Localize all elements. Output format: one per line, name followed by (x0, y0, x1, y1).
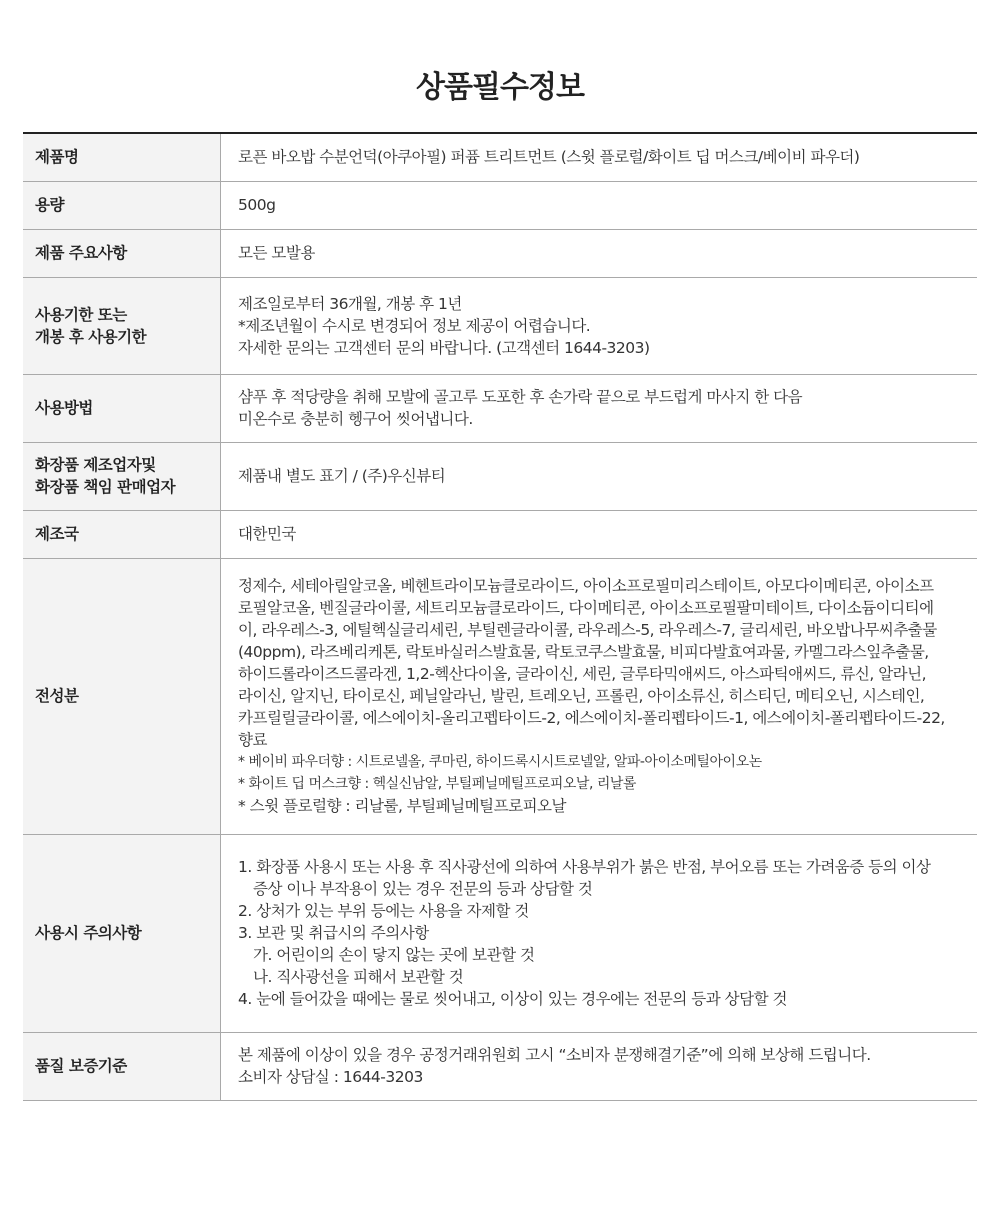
row-value-manufacturer (221, 442, 978, 510)
row-label-country: 제조국 (23, 510, 221, 558)
table-row (23, 834, 977, 1032)
text-line: 로필알코올, 벤질글라이콜, 세트리모늄클로라이드, 다이메티콘, 아이소프로필팔미테이트, 다이소듐이디티에 (238, 599, 934, 617)
text-line: 제조일로부터 36개월, 개봉 후 1년 (238, 294, 462, 313)
text-line: 라이신, 알지닌, 타이로신, 페닐알라닌, 발린, 트레오닌, 프롤린, 아이소류신, 히스티딘, 메티오닌, 시스테인, (238, 687, 925, 705)
label-line: 사용기한 또는 (35, 305, 127, 324)
row-label-usage: 사용방법 (23, 374, 221, 442)
caution-item: 1. 화장품 사용시 또는 사용 후 직사광선에 의하여 사용부위가 붉은 반점, 부어오름 또는 가려움증 등의 이상 (238, 858, 931, 876)
text-line: 대한민국 (238, 525, 296, 543)
text-line: 로픈 바오밥 수분언덕(아쿠아필) 퍼퓸 트리트먼트 (스윗 플로럴/화이트 딥 머스크/베이비 파우더) (238, 148, 860, 167)
table-row (23, 277, 977, 374)
table-row (23, 558, 977, 834)
row-label-main-specs: 제품 주요사항 (23, 229, 221, 277)
row-value-main-specs (221, 229, 978, 277)
row-value-product-name (221, 133, 978, 181)
text-line: 자세한 문의는 고객센터 문의 바랍니다. (고객센터 1644-3203) (238, 338, 650, 357)
text-line: 본 제품에 이상이 있을 경우 공정거래위원회 고시 “소비자 분쟁해결기준”에 의해 보상해 드립니다. (238, 1046, 871, 1064)
row-value-quality (221, 1032, 978, 1100)
row-label-manufacturer (23, 442, 221, 510)
label-line: 화장품 제조업자및 (35, 456, 156, 474)
row-value-ingredients (221, 558, 978, 834)
text-line: 제품내 별도 표기 / (주)우신뷰티 (238, 467, 446, 485)
row-value-cautions (221, 834, 978, 1032)
row-value-usage (221, 374, 978, 442)
row-label-capacity: 용량 (23, 181, 221, 229)
row-label-cautions: 사용시 주의사항 (23, 834, 221, 1032)
label-line: 화장품 책임 판매업자 (35, 478, 176, 496)
table-row (23, 1032, 977, 1100)
text-line: 미온수로 충분히 헹구어 씻어냅니다. (238, 410, 473, 428)
caution-item: 나. 직사광선을 피해서 보관할 것 (253, 968, 464, 986)
row-value-capacity (221, 181, 978, 229)
row-label-ingredients: 전성분 (23, 558, 221, 834)
caution-item: 3. 보관 및 취급시의 주의사항 (238, 924, 429, 942)
text-line: 이, 라우레스-3, 에틸헥실글리세린, 부틸렌글라이콜, 라우레스-5, 라우레스-7, 글리세린, 바오밥나무씨추출물 (238, 621, 937, 639)
row-label-expiry (23, 277, 221, 374)
row-value-country (221, 510, 978, 558)
row-label-quality: 품질 보증기준 (23, 1032, 221, 1100)
table-row (23, 374, 977, 442)
table-row (23, 510, 977, 558)
text-line: 500g (238, 196, 276, 214)
text-line: 샴푸 후 적당량을 취해 모발에 골고루 도포한 후 손가락 끝으로 부드럽게 마사지 한 다음 (238, 388, 803, 406)
table-row (23, 229, 977, 277)
text-line: 카프릴릴글라이콜, 에스에이치-올리고펩타이드-2, 에스에이치-폴리펩타이드-1, 에스에이치-폴리펩타이드-22, (238, 709, 945, 727)
fragrance-note: * 베이비 파우더향 : 시트로넬올, 쿠마린, 하이드록시시트로넬알, 알파-아이소메틸아이오논 (238, 754, 762, 770)
text-line: *제조년월이 수시로 변경되어 정보 제공이 어렵습니다. (238, 316, 591, 335)
text-line: 소비자 상담실 : 1644-3203 (238, 1068, 423, 1086)
text-line: 모든 모발용 (238, 244, 315, 262)
fragrance-note: * 화이트 딥 머스크향 : 헥실신남알, 부틸페닐메틸프로피오날, 리날롤 (238, 776, 636, 792)
text-line: 하이드롤라이즈드콜라겐, 1,2-헥산다이올, 글라이신, 세린, 글루타믹애씨드, 아스파틱애씨드, 류신, 알라닌, (238, 665, 927, 683)
text-line: 정제수, 세테아릴알코올, 베헨트라이모늄클로라이드, 아이소프로필미리스테이트, 아모다이메티콘, 아이소프 (238, 577, 934, 595)
text-line: 향료 (238, 731, 267, 749)
row-value-expiry (221, 277, 978, 374)
caution-item: 가. 어린이의 손이 닿지 않는 곳에 보관할 것 (253, 946, 535, 964)
product-info-table (23, 132, 977, 1101)
caution-item: 4. 눈에 들어갔을 때에는 물로 씻어내고, 이상이 있는 경우에는 전문의 등과 상담할 것 (238, 990, 787, 1008)
caution-item: 2. 상처가 있는 부위 등에는 사용을 자제할 것 (238, 902, 529, 920)
table-row (23, 133, 977, 181)
fragrance-note: * 스윗 플로럴향 : 리날룰, 부틸페닐메틸프로피오날 (238, 797, 566, 815)
table-row (23, 181, 977, 229)
page-title: 상품필수정보 (416, 70, 584, 105)
row-label-product-name: 제품명 (23, 133, 221, 181)
table-row (23, 442, 977, 510)
caution-item: 증상 이나 부작용이 있는 경우 전문의 등과 상담할 것 (253, 880, 593, 898)
text-line: (40ppm), 라즈베리케톤, 락토바실러스발효물, 락토코쿠스발효물, 비피다발효여과물, 카멜그라스잎추출물, (238, 643, 929, 661)
label-line: 개봉 후 사용기한 (35, 327, 147, 346)
